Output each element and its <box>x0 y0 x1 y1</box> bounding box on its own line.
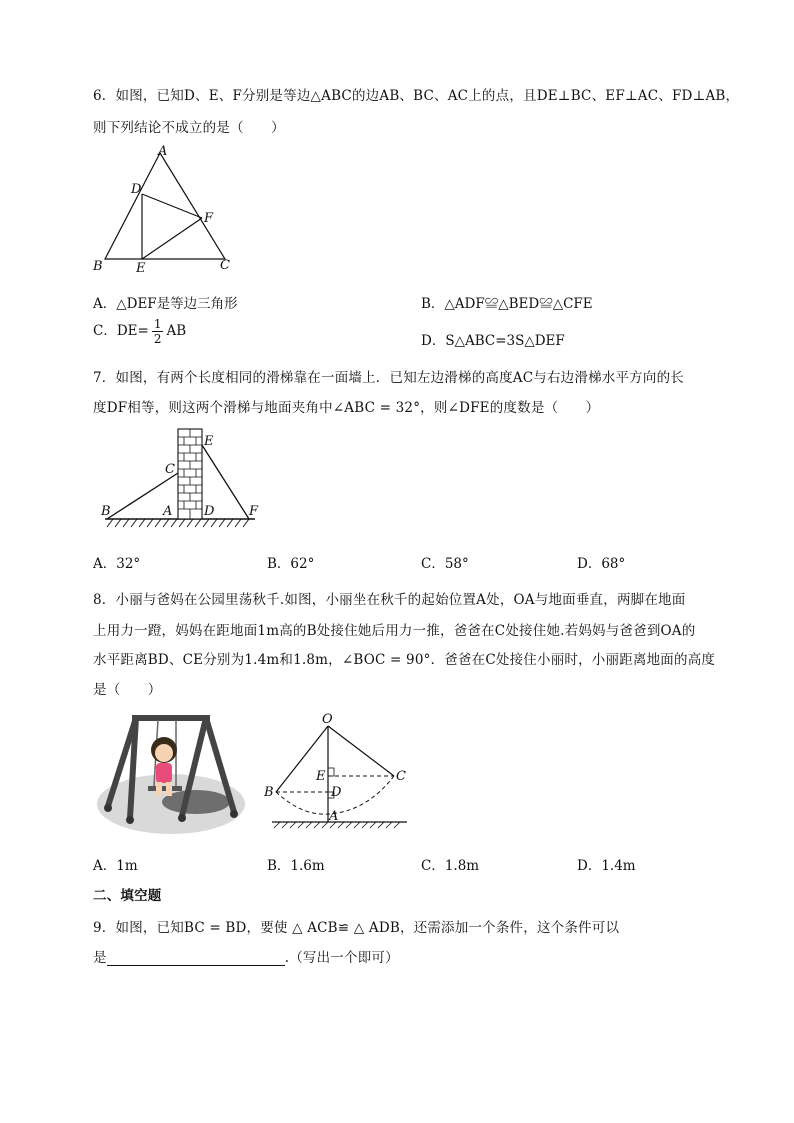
q8-option-c: C．1.8m <box>421 858 480 874</box>
q6-option-c-fraction <box>152 318 164 345</box>
q8-label-A: A <box>329 809 339 824</box>
q7-text-line2: 度DF相等，则这两个滑梯与地面夹角中∠ABC = 32°，则∠DFE的度数是（ ） <box>93 400 600 416</box>
q6-text-line1: 6．如图，已知D、E、F分别是等边△ABC的边AB、BC、AC上的点，且DE⊥BC、EF⊥AC、FD⊥AB， <box>93 88 740 104</box>
q6-text-line2: 则下列结论不成立的是（ ） <box>93 120 285 136</box>
q8-label-D: D <box>331 785 342 800</box>
q6-option-a: A．△DEF是等边三角形 <box>93 296 238 312</box>
q8-option-b: B．1.6m <box>267 858 325 874</box>
q8-option-a: A．1m <box>93 858 138 874</box>
swing-illustration <box>96 708 246 838</box>
q8-text-line3: 水平距离BD、CE分别为1.4m和1.8m，∠BOC = 90°．爸爸在C处接住小丽时，小丽距离地面的高度 <box>93 652 716 668</box>
q8-option-d: D．1.4m <box>577 858 636 874</box>
q6-option-d: D．S△ABC=3S△DEF <box>421 333 565 349</box>
q6-label-B: B <box>93 259 103 274</box>
q7-label-E: E <box>204 434 214 449</box>
q8-text-line2: 上用力一蹬，妈妈在距地面1m高的B处接住她后用力一推，爸爸在C处接住她.若妈妈与爸爸到OA的 <box>93 623 696 639</box>
q6-label-D: D <box>131 182 142 197</box>
q7-label-A: A <box>163 504 173 519</box>
q6-label-A: A <box>158 144 168 159</box>
q7-text-line1: 7．如图，有两个长度相同的滑梯靠在一面墙上．已知左边滑梯的高度AC与右边滑梯水平方向的长 <box>93 370 684 386</box>
q7-slide-diagram <box>95 425 275 535</box>
q6-label-E: E <box>136 261 146 276</box>
q6-option-c <box>93 318 186 345</box>
q9-line2-prefix: 是 <box>93 950 107 966</box>
section-title-fill-in: 二、填空题 <box>93 888 162 904</box>
q7-label-D: D <box>204 504 215 519</box>
q6-option-c-denominator: 2 <box>153 332 162 346</box>
q6-triangle-diagram <box>90 145 250 275</box>
q8-text-line4: 是（ ） <box>93 682 162 698</box>
q8-swing-diagram <box>262 712 412 832</box>
q7-option-a: A．32° <box>93 556 141 572</box>
q6-label-F: F <box>204 211 214 226</box>
q6-option-c-suffix: AB <box>166 323 187 339</box>
q6-label-C: C <box>220 258 230 273</box>
q8-text-line1: 8．小丽与爸妈在公园里荡秋千.如图，小丽坐在秋千的起始位置A处，OA与地面垂直，两脚在地面 <box>93 592 686 608</box>
q6-option-b: B．△ADF≌△BED≌△CFE <box>421 296 593 312</box>
q8-label-O: O <box>322 712 333 727</box>
q9-text-line2 <box>93 946 399 966</box>
q7-label-B: B <box>101 504 111 519</box>
q8-label-C: C <box>396 769 406 784</box>
q8-label-E: E <box>316 769 326 784</box>
q9-answer-blank[interactable] <box>107 951 285 966</box>
q6-option-c-numerator: 1 <box>153 317 162 331</box>
q8-label-B: B <box>264 785 274 800</box>
q7-label-C: C <box>165 462 175 477</box>
q9-text-line1: 9．如图，已知BC = BD，要使 △ ACB≌ △ ADB，还需添加一个条件，这个条件可以 <box>93 920 620 936</box>
q7-option-c: C．58° <box>421 556 469 572</box>
q9-line2-suffix: .（写出一个即可） <box>284 950 399 966</box>
q6-option-c-prefix: C．DE= <box>93 323 149 339</box>
q7-option-b: B．62° <box>267 556 315 572</box>
q7-label-F: F <box>249 504 259 519</box>
q7-option-d: D．68° <box>577 556 626 572</box>
